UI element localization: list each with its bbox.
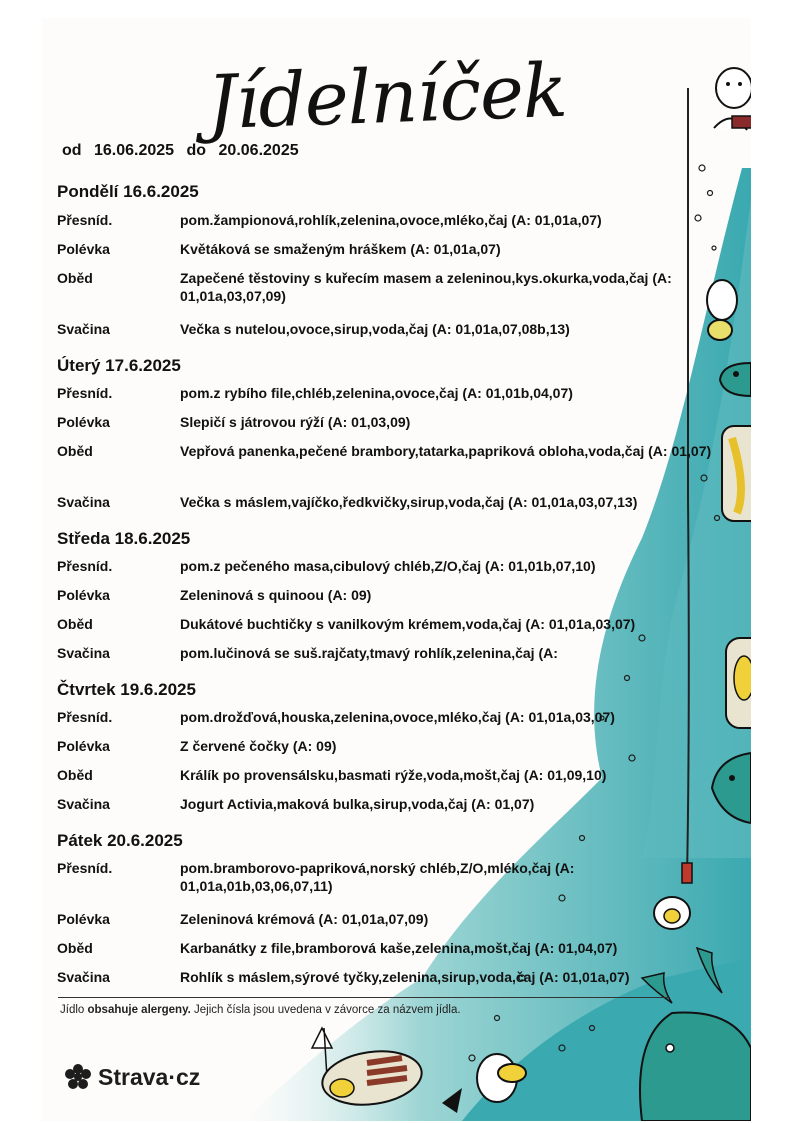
meal-label: Svačina — [57, 969, 110, 985]
date-range — [62, 142, 307, 160]
allergen-footnote: Jídlo obsahuje alergeny. Jejich čísla jsou uvedena v závorce za názvem jídla. — [60, 1004, 461, 1016]
meal-label: Polévka — [57, 738, 110, 754]
meal-label: Oběd — [57, 940, 93, 956]
meal-label: Přesníd. — [57, 558, 113, 574]
mascot-icon — [714, 68, 751, 130]
meal-text: pom.žampionová,rohlík,zelenina,ovoce,mléko,čaj (A: 01,01a,07) — [180, 212, 602, 228]
meal-label: Svačina — [57, 494, 110, 510]
meal-label: Polévka — [57, 911, 110, 927]
menu-page — [42, 18, 751, 1121]
meal-label: Oběd — [57, 616, 93, 632]
day-heading: Úterý 17.6.2025 — [57, 356, 181, 375]
meal-text: Večka s máslem,vajíčko,ředkvičky,sirup,voda,čaj (A: 01,01a,03,07,13) — [180, 494, 638, 510]
footnote-divider — [58, 997, 670, 998]
meal-label: Polévka — [57, 241, 110, 257]
meal-text: Dukátové buchtičky s vanilkovým krémem,voda,čaj (A: 01,01a,03,07) — [180, 616, 636, 632]
date-to-label: do — [186, 142, 207, 159]
meal-text: Zapečené těstoviny s kuřecím masem a zeleninou,kys.okurka,voda,čaj (A: 01,01a,03,07,09) — [180, 270, 672, 304]
meal-label: Svačina — [57, 321, 110, 337]
meal-text: Zeleninová s quinoou (A: 09) — [180, 587, 372, 603]
fish-icon — [640, 1012, 751, 1121]
page-title: Jídelníček — [205, 47, 568, 147]
meal-text: Rohlík s máslem,sýrové tyčky,zelenina,sirup,voda,čaj (A: 01,01a,07) — [180, 969, 630, 985]
sardine-can-icon — [722, 426, 751, 521]
strava-logo — [64, 1063, 200, 1091]
sardine-can-icon — [726, 638, 751, 728]
logo-text: Strava·cz — [98, 1063, 201, 1090]
meal-label: Svačina — [57, 796, 110, 812]
date-to: 20.06.2025 — [218, 142, 299, 159]
meal-label: Přesníd. — [57, 212, 113, 228]
meal-text: pom.drožďová,houska,zelenina,ovoce,mléko,čaj (A: 01,01a,03,07) — [180, 709, 615, 725]
day-heading: Středa 18.6.2025 — [57, 529, 191, 548]
day-heading: Pondělí 16.6.2025 — [57, 182, 199, 201]
meal-text: pom.bramborovo-papriková,norský chléb,Z/O,mléko,čaj (A: 01,01a,01b,03,06,07,11) — [180, 860, 575, 894]
meal-text: Zeleninová krémová (A: 01,01a,07,09) — [180, 911, 429, 927]
meal-text: Jogurt Activia,maková bulka,sirup,voda,čaj (A: 01,07) — [180, 796, 535, 812]
meal-text: Králík po provensálsku,basmati rýže,voda,mošt,čaj (A: 01,09,10) — [180, 767, 607, 783]
meal-text: Slepičí s játrovou rýží (A: 01,03,09) — [180, 414, 411, 430]
meal-text: Z červené čočky (A: 09) — [180, 738, 337, 754]
strava-flower-icon — [64, 1063, 92, 1091]
day-heading: Pátek 20.6.2025 — [57, 831, 183, 850]
meal-text: Večka s nutelou,ovoce,sirup,voda,čaj (A: 01,01a,07,08b,13) — [180, 321, 570, 337]
meal-label: Oběd — [57, 443, 93, 459]
meal-text: pom.z pečeného masa,cibulový chléb,Z/O,čaj (A: 01,01b,07,10) — [180, 558, 596, 574]
meal-text: Karbanátky z file,bramborová kaše,zelenina,mošt,čaj (A: 01,04,07) — [180, 940, 618, 956]
meal-label: Oběd — [57, 270, 93, 286]
date-from-label: od — [62, 142, 82, 159]
meal-label: Oběd — [57, 767, 93, 783]
meal-label: Polévka — [57, 587, 110, 603]
date-from: 16.06.2025 — [94, 142, 175, 159]
meal-text: pom.lučinová se suš.rajčaty,tmavý rohlík,zelenina,čaj (A: — [180, 645, 558, 661]
meal-label: Svačina — [57, 645, 110, 661]
meal-text: Vepřová panenka,pečené brambory,tatarka,papriková obloha,voda,čaj (A: 01,07) — [180, 443, 712, 459]
meal-text: pom.z rybího file,chléb,zelenina,ovoce,čaj (A: 01,01b,04,07) — [180, 385, 573, 401]
meal-label: Polévka — [57, 414, 110, 430]
meal-label: Přesníd. — [57, 860, 113, 876]
day-heading: Čtvrtek 19.6.2025 — [57, 680, 196, 699]
meal-text: Květáková se smaženým hráškem (A: 01,01a,07) — [180, 241, 501, 257]
meal-label: Přesníd. — [57, 709, 113, 725]
meal-label: Přesníd. — [57, 385, 113, 401]
